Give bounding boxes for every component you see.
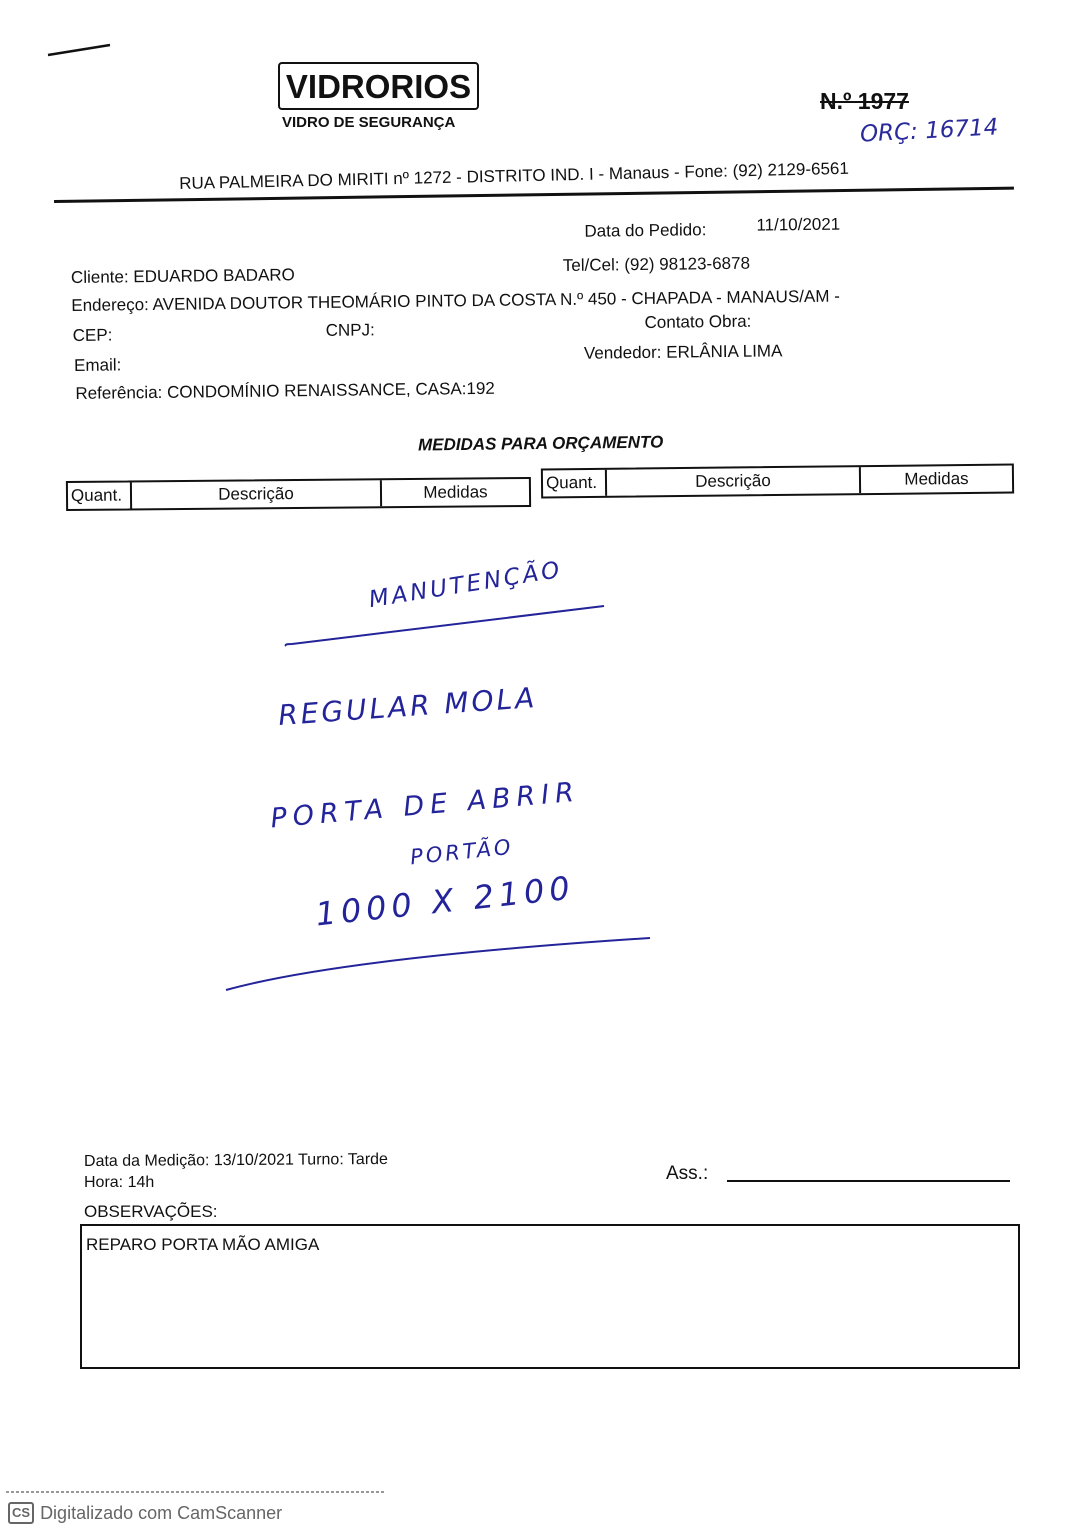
cep-label: CEP: — [72, 325, 113, 345]
measure-hour: Hora: 14h — [84, 1174, 155, 1191]
site-contact-label: Contato Obra: — [644, 311, 752, 332]
client-phone: Tel/Cel: (92) 98123-6878 — [562, 253, 751, 275]
signature-line — [727, 1180, 1010, 1182]
handwritten-maintenance: MANUTENÇÃO — [367, 556, 565, 614]
measures-table-left — [66, 477, 531, 511]
column-quantity: Quant. — [543, 470, 607, 497]
company-logo: VIDRORIOS — [278, 62, 479, 110]
order-info — [0, 0, 1065, 421]
column-quantity: Quant. — [68, 482, 132, 509]
handwritten-adjust-spring: REGULAR MOLA — [277, 680, 539, 733]
measure-date: Data da Medição: 13/10/2021 Turno: Tarde — [83, 1150, 388, 1171]
scan-edge-mark — [4, 1486, 388, 1496]
column-measures: Medidas — [423, 482, 488, 502]
logo-subtitle: VIDRO DE SEGURANÇA — [282, 114, 456, 131]
column-description: Descrição — [607, 467, 861, 496]
client-name: Cliente: EDUARDO BADARO — [70, 265, 295, 287]
document-number: N.º 1977 — [820, 88, 909, 114]
observations-label: OBSERVAÇÕES: — [84, 1202, 218, 1221]
column-description: Descrição — [132, 480, 382, 508]
seller-name: Vendedor: ERLÂNIA LIMA — [583, 341, 783, 363]
camscanner-badge: CS — [8, 1502, 34, 1524]
observations-box — [80, 1224, 1020, 1369]
handwritten-swing-door: PORTA DE ABRIR — [269, 776, 582, 835]
reference: Referência: CONDOMÍNIO RENAISSANCE, CASA:192 — [75, 378, 495, 403]
handwritten-gate: PORTÃO — [409, 834, 515, 870]
client-address: Endereço: AVENIDA DOUTOR THEOMÁRIO PINTO DA COSTA N.º 450 - CHAPADA - MANAUS/AM - — [71, 286, 840, 315]
camscanner-watermark — [8, 1502, 282, 1524]
measures-title: MEDIDAS PARA ORÇAMENTO — [417, 432, 664, 455]
handwritten-underline — [222, 934, 654, 994]
observations-text: REPARO PORTA MÃO AMIGA — [86, 1235, 320, 1254]
column-measures: Medidas — [904, 468, 969, 489]
handwritten-underline — [282, 600, 607, 652]
cnpj-label: CNPJ: — [325, 320, 375, 340]
handwritten-budget-number: ORÇ: 16714 — [859, 114, 999, 148]
order-date-label: Data do Pedido: — [584, 220, 707, 241]
handwritten-dimensions: 1000 X 2100 — [313, 868, 577, 934]
measures-table-right — [541, 464, 1014, 499]
camscanner-text: Digitalizado com CamScanner — [40, 1502, 283, 1523]
signature-label: Ass.: — [666, 1163, 709, 1184]
order-date-value: 11/10/2021 — [756, 214, 841, 235]
email-label: Email: — [73, 355, 122, 375]
company-address: RUA PALMEIRA DO MIRITI nº 1272 - DISTRITO IND. I - Manaus - Fone: (92) 2129-6561 — [179, 158, 850, 193]
